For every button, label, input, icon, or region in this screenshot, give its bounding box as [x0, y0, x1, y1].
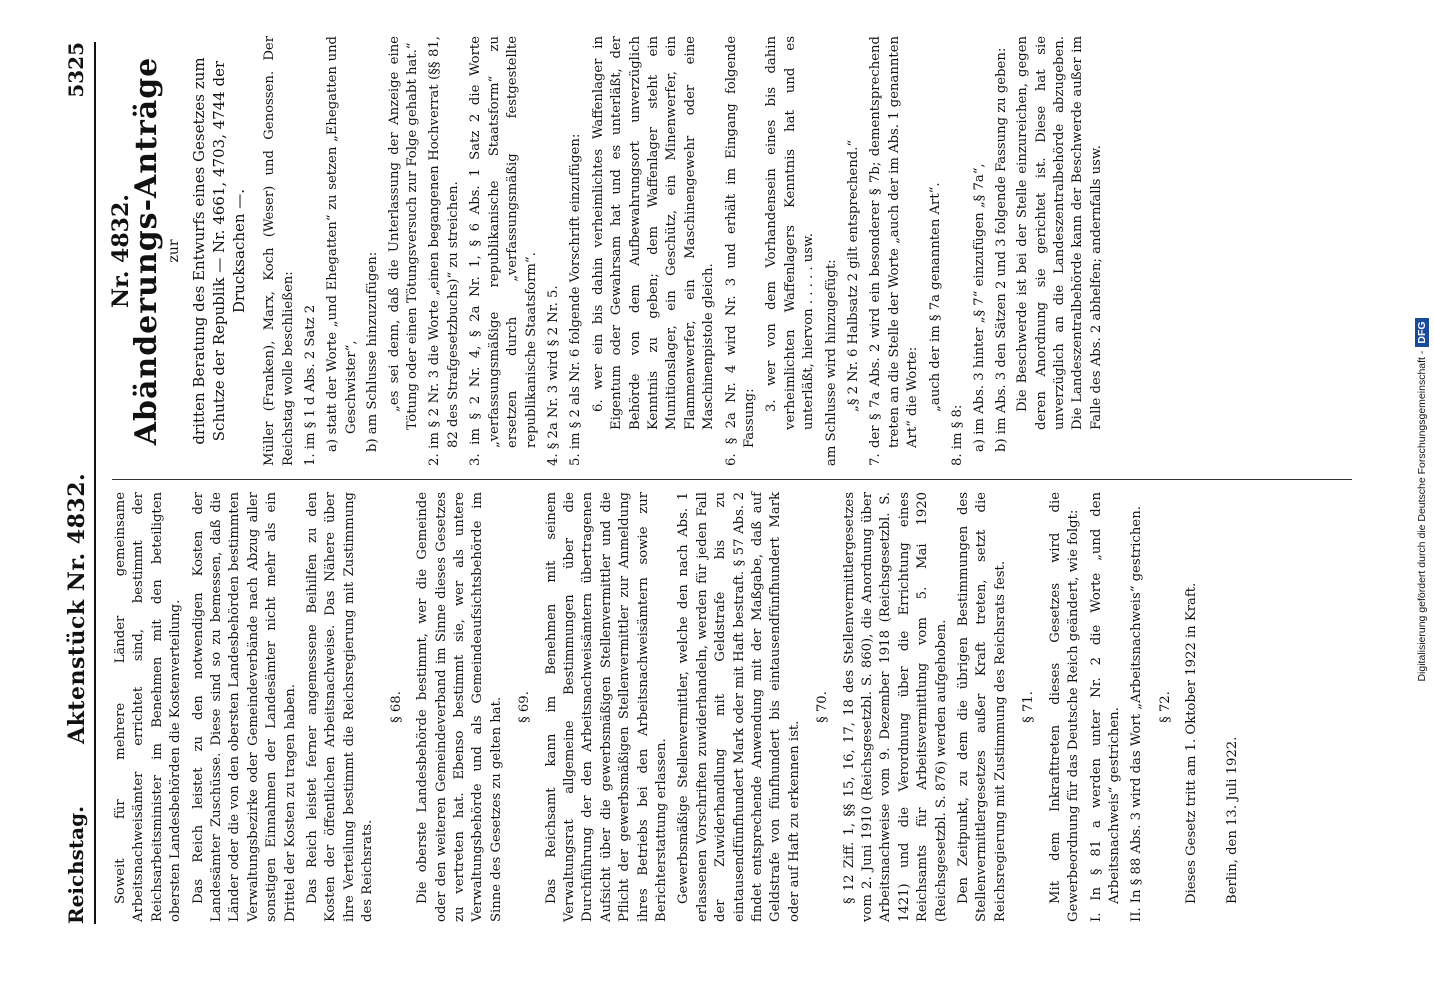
paragraph: Mit dem Inkrafttreten dieses Gesetzes wird die Gewerbeordnung für das Deutsche Reich geändert, wie folgt: — [1047, 492, 1082, 922]
quoted-text: 3. wer von dem Vorhandensein eines bis dahin verheimlichten Waffenlagers Kenntnis hat und es unterläßt, hiervon . . . . . usw. — [764, 36, 817, 430]
header-title: Aktenstück Nr. 4832. — [64, 472, 90, 744]
sub-item: a) im Abs. 3 hinter „§ 7“ einzufügen „§ 7a“, — [972, 163, 988, 452]
paragraph: Das Reich leistet zu den notwendigen Kosten der Landesämter Zuschüsse. Diese sind so zu bemessen, daß die Länder oder die von den obersten Landesbehörden bestimmten Verwaltungsbezirke oder Gemeindeverbände nach Abzug aller sonstigen Einnahmen der Landesämter nicht mehr als ein Drittel der Kosten zu tragen haben. — [190, 492, 298, 922]
section-heading: § 69. — [517, 691, 533, 723]
list-item: 2. im § 2 Nr. 3 die Worte „einen begangenen Hochverrat (§§ 81, 82 des Strafgesetzbuchs)“ zu streichen. — [427, 36, 461, 466]
quoted-text: „es sei denn, daß die Unterlassung der Anzeige eine Tötung oder einen Tötungsversuch zur Folge gehabt hat.“ — [386, 36, 421, 430]
section-heading: § 70. — [815, 691, 831, 723]
document-subtitle: dritten Beratung des Entwurfs eines Gesetzes zum Schutze der Republik — Nr. 4661, 4703, 4744 der Drucksachen —. — [190, 57, 249, 445]
document-page — [2, 2, 1382, 962]
list-item: 3. im § 2 Nr. 4, § 2a Nr. 1, § 6 Abs. 1 Satz 2 die Worte „verfassungsmäßige republikanische Staatsform“ zu ersetzen durch „verfassungsmäßig festgestellte republikanische Staatsform“. — [468, 36, 539, 466]
paragraph: Gewerbsmäßige Stellenvermittler, welche den nach Abs. 1 erlassenen Vorschriften zuwiderhandeln, werden für jeden Fall der Zuwiderhandlung mit Geldstrafe bis zu eintausendfünfhundert Mark oder mit Haft bestraft. § 57 Abs. 2 findet entsprechende Anwendung mit der Maßgabe, daß auf Geldstrafe von fünfhundert bis eintausendfünfhundert Mark oder auf Haft zu erkennen ist. — [676, 492, 802, 922]
quoted-text: „§ 2 Nr. 6 Halbsatz 2 gilt entsprechend.“ — [846, 139, 861, 412]
movers: Müller (Franken), Marx, Koch (Weser) und Genossen. Der Reichstag wolle beschließen: — [262, 36, 296, 466]
paragraph: § 12 Ziff. 1, §§ 15, 16, 17, 18 des Stellenvermittlergesetzes vom 2. Juni 1910 (Reichsgesetzbl. S. 860), die Anordnung über Arbeitsnachweise vom 9. Dezember 1918 (Reichsgesetzbl. S. 1421) und die Verordnung über die Errichtung eines Reichsamts für Arbeitsvermittlung vom 5. Mai 1920 (Reichsgesetzbl. S. 876) werden aufgehoben. — [841, 492, 949, 922]
list-item: 6. § 2a Nr. 4 wird Nr. 3 und erhält im Eingang folgende Fassung: — [723, 36, 757, 466]
title-connector: zur — [165, 239, 182, 263]
paragraph: am Schlusse wird hinzugefügt: — [823, 259, 839, 466]
quoted-text: 6. wer ein bis dahin verheimlichtes Waffenlager in Eigentum oder Gewahrsam hat und es unterläßt, der Behörde von dem Aufbewahrungsort unverzüglich Kenntnis zu geben; dem Waffenlager steht ein Munitionslager, ein Geschütz, ein Minenwerfer, ein Flammenwerfer, ein Maschinengewehr oder eine Maschinenpistole gleich. — [590, 36, 717, 430]
sub-item: b) im Abs. 3 den Sätzen 2 und 3 folgende Fassung zu geben: — [993, 47, 1009, 452]
document-number: Nr. 4832. — [108, 194, 134, 308]
list-item: I. In § 81 a werden unter Nr. 2 die Worte „und den Arbeitsnachweis“ gestrichen. — [1088, 492, 1122, 922]
left-column — [112, 492, 1246, 922]
quoted-text: „auch der im § 7a genannten Art“. — [927, 182, 943, 412]
list-item: 7. der § 7a Abs. 2 wird ein besonderer § 7b; dementsprechend treten an die Stelle der Worte „auch der im Abs. 1 genannten Art“ die Worte: — [868, 36, 921, 466]
section-heading: § 68. — [388, 691, 404, 723]
header-left: Reichstag. — [64, 805, 88, 924]
list-item: 5. im § 2 als Nr. 6 folgende Vorschrift einzufügen: — [568, 133, 584, 466]
paragraph: Das Reichsamt kann im Benehmen mit seinem Verwaltungsrat allgemeine Bestimmungen über die Durchführung der den Arbeitsnachweisämtern übertragenen Aufsicht über die gewerbsmäßigen Stellenvermittler und die Pflicht der gewerbsmäßigen Stellenvermittler zur Anmeldung ihres Betriebs bei den Arbeitsnachweisämtern sowie zur Berichterstattung erlassen. — [543, 492, 669, 922]
list-item: II. In § 88 Abs. 3 wird das Wort „Arbeitsnachweis“ gestrichen. — [1129, 506, 1145, 922]
page-header — [60, 42, 96, 924]
list-item: 8. im § 8: — [950, 404, 966, 466]
column-divider — [112, 479, 1352, 480]
funding-note-text — [1412, 10, 1432, 990]
document-title: Abänderungs-Anträge — [129, 56, 165, 446]
page-number: 5325 — [64, 42, 88, 98]
paragraph: Den Zeitpunkt, zu dem die übrigen Bestimmungen des Stellenvermittlergesetzes außer Kraft treten, setzt die Reichsregierung mit Zustimmung des Reichsrats fest. — [956, 492, 1008, 922]
paragraph: Dieses Gesetz tritt am 1. Oktober 1922 in Kraft. — [1184, 582, 1200, 904]
list-item: 1. im § 1 d Abs. 2 Satz 2 — [303, 304, 319, 466]
sub-item: b) am Schlusse hinzuzufügen: — [365, 251, 381, 452]
quoted-text: Die Beschwerde ist bei der Stelle einzureichen, gegen deren Anordnung sie gerichtet ist. Diese hat sie unverzüglich an die Landeszentralbehörde abzugeben. Die Landeszentralbehörde kann der Beschwerde außer im Falle des Abs. 2 abhelfen; andernfalls usw. — [1015, 36, 1104, 430]
list-item: 4. § 2a Nr. 3 wird § 2 Nr. 5. — [545, 285, 561, 466]
right-column — [108, 36, 1110, 466]
section-heading: § 71. — [1021, 691, 1037, 723]
paragraph: Das Reich leistet ferner angemessene Beihilfen zu den Kosten der öffentlichen Arbeitsnachweise. Das Nähere über ihre Verteilung bestimmt die Reichsregierung mit Zustimmung des Reichsrats. — [305, 492, 376, 922]
dfg-logo: DFG — [1415, 318, 1429, 346]
sub-item: a) statt der Worte „und Ehegatten“ zu setzen „Ehegatten und Geschwister“, — [325, 36, 359, 452]
signature-date: Berlin, den 13. Juli 1922. — [1224, 736, 1240, 904]
funding-text: Digitalisierung gefördert durch die Deutsche Forschungsgemeinschaft - — [1416, 350, 1428, 682]
section-heading: § 72. — [1157, 691, 1173, 723]
paragraph: Soweit für mehrere Länder gemeinsame Arbeitsnachweisämter errichtet sind, bestimmt der Reichsarbeitsminister im Benehmen mit den beteiligten obersten Landesbehörden die Kostenverteilung. — [113, 492, 184, 922]
paragraph: Die oberste Landesbehörde bestimmt, wer die Gemeinde oder den weiteren Gemeindeverband im Sinne dieses Gesetzes zu vertreten hat. Ebenso bestimmt sie, wer als untere Verwaltungsbehörde und als Gemeindeaufsichtsbehörde im Sinne des Gesetzes zu gelten hat. — [415, 492, 504, 922]
funding-note — [1412, 10, 1432, 990]
